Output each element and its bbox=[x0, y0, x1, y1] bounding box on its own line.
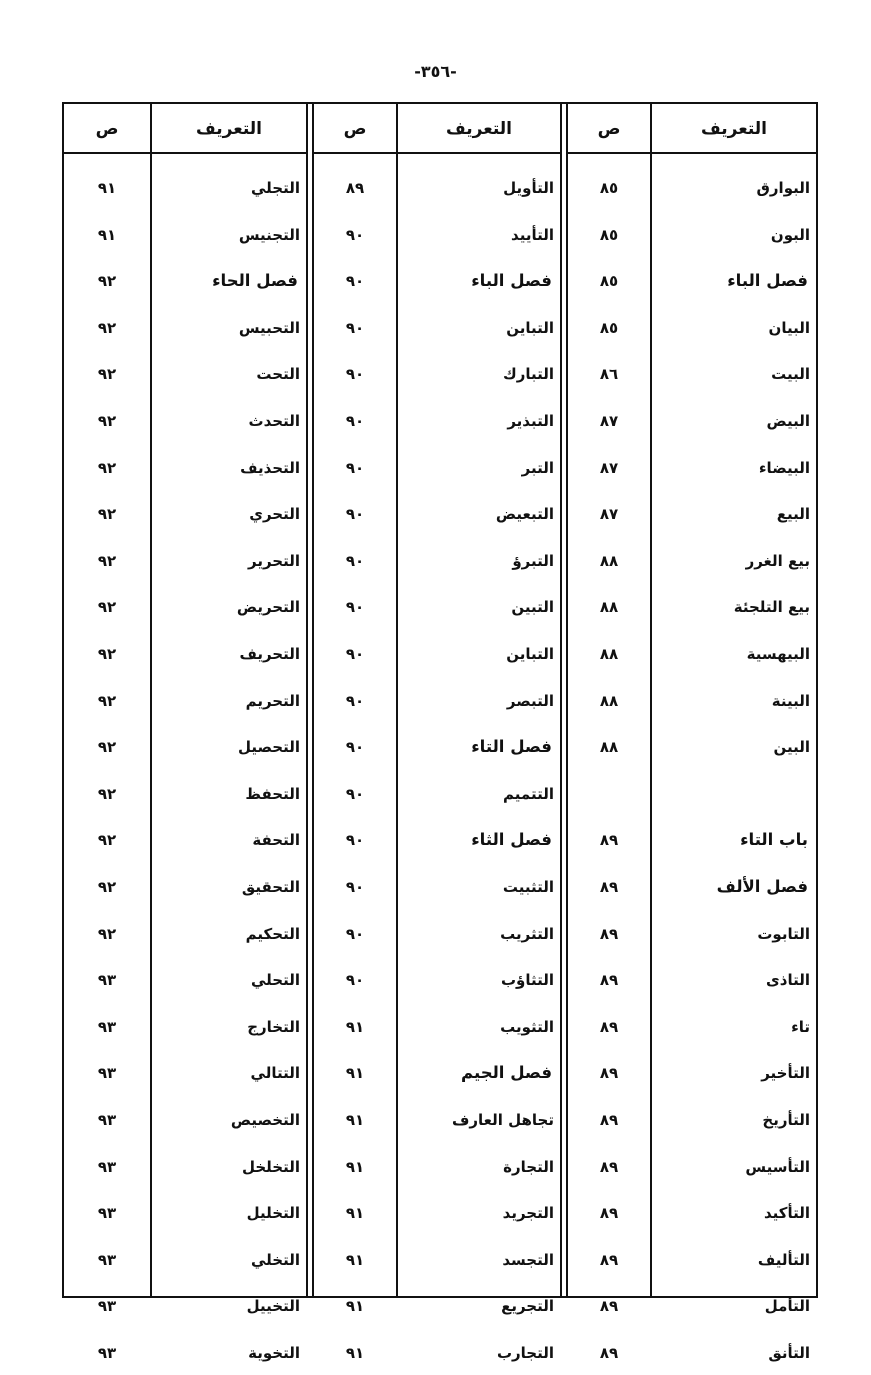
entry-page-number: ٨٩ bbox=[599, 1204, 619, 1223]
entry-page-number: ٩٠ bbox=[345, 365, 365, 384]
table-row bbox=[64, 1005, 306, 1049]
entry-term: التحلي bbox=[250, 971, 300, 990]
entry-page-number: ٨٩ bbox=[599, 878, 619, 896]
table-row bbox=[568, 399, 816, 443]
page-column-header: ص bbox=[95, 119, 119, 139]
entry-page-number: ٩٠ bbox=[345, 878, 365, 896]
table-row bbox=[568, 1098, 816, 1142]
table-row bbox=[314, 865, 560, 909]
entry-page-number: ٩١ bbox=[345, 1064, 365, 1083]
entry-page-number: ٩٢ bbox=[97, 831, 117, 850]
entry-term: التجنيس bbox=[238, 225, 300, 244]
section-heading: فصل التاء bbox=[471, 737, 552, 757]
table-row bbox=[64, 1051, 306, 1095]
entry-page-number: ٩٠ bbox=[345, 225, 365, 244]
table-row bbox=[314, 585, 560, 629]
table-row bbox=[314, 492, 560, 536]
entry-term: التبرؤ bbox=[512, 551, 554, 570]
entry-term: البون bbox=[770, 225, 810, 244]
entry-term: التجارة bbox=[503, 1157, 554, 1176]
entry-term: التأريخ bbox=[762, 1111, 810, 1129]
entry-term: بيع الغرر bbox=[745, 551, 810, 570]
entry-page-number: ٩٢ bbox=[97, 318, 117, 337]
table-row bbox=[314, 1238, 560, 1282]
entry-page-number: ٨٨ bbox=[599, 598, 619, 617]
entry-term: التتميم bbox=[503, 784, 554, 803]
table-row bbox=[568, 958, 816, 1002]
entry-page-number: ٩٣ bbox=[97, 1111, 117, 1129]
table-row bbox=[64, 725, 306, 769]
entry-page-number: ٩٢ bbox=[97, 272, 117, 291]
section-heading: فصل الجيم bbox=[461, 1063, 552, 1083]
table-row bbox=[314, 1098, 560, 1142]
entry-term: التحفظ bbox=[245, 784, 300, 803]
entry-page-number: ٨٥ bbox=[599, 318, 619, 337]
entry-page-number: ٩١ bbox=[345, 1204, 365, 1223]
entry-term: التخوية bbox=[248, 1344, 300, 1362]
entry-page-number: ٩٣ bbox=[97, 1344, 117, 1362]
entry-page-number: ٩١ bbox=[345, 1344, 365, 1362]
table-row bbox=[64, 539, 306, 583]
entry-page-number: ٨٩ bbox=[599, 831, 619, 850]
entry-page-number: ٩٢ bbox=[97, 878, 117, 896]
entry-page-number: ٨٩ bbox=[599, 1297, 619, 1316]
table-row bbox=[314, 166, 560, 210]
table-row bbox=[314, 632, 560, 676]
entry-term: البيع bbox=[776, 505, 810, 524]
entry-term bbox=[658, 772, 810, 816]
term-column-header: التعريف bbox=[701, 119, 767, 139]
entry-term: التبر bbox=[521, 458, 554, 477]
entry-page-number: ٩٠ bbox=[345, 272, 365, 291]
entry-page-number: ٩٠ bbox=[345, 598, 365, 617]
entry-term: التجريد bbox=[502, 1204, 554, 1223]
entry-page-number: ٩٠ bbox=[345, 458, 365, 477]
entry-term: التابوت bbox=[757, 924, 810, 943]
table-row bbox=[568, 1051, 816, 1095]
table-row bbox=[64, 166, 306, 210]
table-row bbox=[314, 679, 560, 723]
entry-term: التبذير bbox=[507, 412, 554, 430]
entry-page-number: ٨٨ bbox=[599, 645, 619, 663]
table-row bbox=[314, 1145, 560, 1189]
entry-term: التبعيض bbox=[495, 505, 554, 524]
entry-term: التحصيل bbox=[238, 738, 300, 757]
entry-page-number: ٨٩ bbox=[599, 1017, 619, 1036]
entry-page-number: ٩٢ bbox=[97, 412, 117, 430]
entry-term: التثويب bbox=[500, 1017, 554, 1036]
table-row bbox=[64, 818, 306, 862]
entry-term: التباين bbox=[506, 645, 554, 663]
table-row bbox=[64, 352, 306, 396]
table-row bbox=[568, 1331, 816, 1375]
entry-term: التثبيت bbox=[502, 878, 554, 896]
entry-page-number: ٨٧ bbox=[599, 412, 619, 430]
entry-term: التحكيم bbox=[245, 924, 300, 943]
entry-page-number: ٨٦ bbox=[599, 365, 619, 384]
entry-page-number: ٩٢ bbox=[97, 691, 117, 710]
table-row bbox=[64, 1238, 306, 1282]
entry-page-number: ٩٣ bbox=[97, 971, 117, 990]
table-row bbox=[64, 306, 306, 350]
entry-term: البين bbox=[773, 738, 810, 757]
entry-term: التحدث bbox=[248, 412, 300, 430]
table-row bbox=[568, 1238, 816, 1282]
entry-term: التأويل bbox=[503, 179, 554, 197]
entry-term: التحقيق bbox=[241, 878, 300, 896]
table-row bbox=[314, 306, 560, 350]
entry-page-number: ٩٣ bbox=[97, 1297, 117, 1316]
table-row bbox=[64, 399, 306, 443]
entry-page-number: ٨٩ bbox=[599, 1064, 619, 1083]
table-row bbox=[568, 725, 816, 769]
section-heading: فصل الباء bbox=[471, 271, 552, 291]
table-row bbox=[314, 818, 560, 862]
entry-page-number: ٨٩ bbox=[599, 971, 619, 990]
entry-term: التأنق bbox=[768, 1344, 810, 1362]
entry-page-number: ٩١ bbox=[345, 1111, 365, 1129]
column-divider bbox=[560, 104, 568, 1296]
entry-page-number: ٩١ bbox=[345, 1250, 365, 1269]
entry-page-number: ٩٠ bbox=[345, 412, 365, 430]
index-table bbox=[62, 102, 818, 1362]
entry-page-number: ٨٩ bbox=[345, 179, 365, 197]
entry-page-number: ٩٠ bbox=[345, 738, 365, 757]
table-row bbox=[568, 539, 816, 583]
entry-page-number: ٩٢ bbox=[97, 598, 117, 617]
column-header-row bbox=[568, 104, 816, 154]
table-row bbox=[64, 865, 306, 909]
entry-term: التحريض bbox=[236, 598, 300, 617]
table-row bbox=[568, 912, 816, 956]
column-header-row bbox=[64, 104, 306, 154]
table-row bbox=[568, 352, 816, 396]
entry-term: التأكيد bbox=[763, 1204, 810, 1223]
entry-page-number bbox=[568, 772, 650, 816]
table-row bbox=[314, 912, 560, 956]
entry-term: التأليف bbox=[757, 1250, 810, 1269]
entry-page-number: ٩٠ bbox=[345, 924, 365, 943]
page-number: -٣٥٦- bbox=[414, 62, 457, 81]
table-row bbox=[568, 1005, 816, 1049]
entry-term: التأسيس bbox=[745, 1157, 810, 1176]
entry-term: التحبيس bbox=[238, 318, 300, 337]
entry-page-number: ٩٣ bbox=[97, 1204, 117, 1223]
table-row bbox=[568, 166, 816, 210]
entry-page-number: ٩٣ bbox=[97, 1250, 117, 1269]
table-row bbox=[64, 958, 306, 1002]
index-column-right bbox=[568, 104, 816, 1362]
entry-term: التخليل bbox=[246, 1204, 300, 1223]
entry-term: التثاؤب bbox=[500, 971, 554, 990]
entry-term: البيضاء bbox=[758, 458, 810, 477]
entry-term: التحفة bbox=[252, 831, 300, 850]
table-row bbox=[568, 306, 816, 350]
entry-page-number: ٨٧ bbox=[599, 505, 619, 524]
table-row bbox=[64, 213, 306, 257]
table-row bbox=[568, 679, 816, 723]
section-heading: فصل الألف bbox=[716, 877, 808, 896]
entry-term: التحذيف bbox=[240, 458, 300, 477]
section-heading: فصل الثاء bbox=[471, 830, 552, 850]
entry-page-number: ٨٨ bbox=[599, 738, 619, 757]
entry-term: البيض bbox=[766, 412, 810, 430]
entry-page-number: ٩٠ bbox=[345, 505, 365, 524]
entry-page-number: ٩٠ bbox=[345, 971, 365, 990]
table-row bbox=[568, 772, 816, 816]
table-row bbox=[568, 865, 816, 909]
entry-term: التحرير bbox=[247, 551, 300, 570]
table-row bbox=[568, 492, 816, 536]
entry-term: التتالي bbox=[250, 1064, 300, 1083]
entry-term: البوارق bbox=[756, 179, 810, 197]
entry-page-number: ٨٨ bbox=[599, 691, 619, 710]
table-row bbox=[314, 1331, 560, 1375]
page-column-header: ص bbox=[597, 119, 621, 139]
entry-page-number: ٨٩ bbox=[599, 1157, 619, 1176]
table-row bbox=[568, 1145, 816, 1189]
table-row bbox=[64, 679, 306, 723]
entry-page-number: ٨٩ bbox=[599, 924, 619, 943]
entry-page-number: ٩٢ bbox=[97, 505, 117, 524]
table-row bbox=[568, 585, 816, 629]
entry-page-number: ٩٠ bbox=[345, 691, 365, 710]
entry-page-number: ٩٠ bbox=[345, 645, 365, 663]
entry-term: التخلي bbox=[250, 1250, 300, 1269]
entry-page-number: ٩٠ bbox=[345, 831, 365, 850]
table-row bbox=[568, 446, 816, 490]
entry-term: البيان bbox=[768, 318, 810, 337]
entry-term: التجسد bbox=[502, 1250, 554, 1269]
entry-page-number: ٩٢ bbox=[97, 365, 117, 384]
table-row bbox=[314, 539, 560, 583]
term-column-header: التعريف bbox=[446, 119, 512, 139]
entry-page-number: ٩٣ bbox=[97, 1017, 117, 1036]
table-row bbox=[314, 399, 560, 443]
entry-term: التحريم bbox=[245, 691, 300, 710]
entry-term: البيهسية bbox=[746, 645, 810, 663]
entry-term: التخارج bbox=[247, 1017, 300, 1036]
section-heading: فصل الباء bbox=[727, 271, 808, 291]
entry-page-number: ٩١ bbox=[97, 179, 117, 197]
table-row bbox=[64, 1098, 306, 1142]
entry-page-number: ٨٨ bbox=[599, 551, 619, 570]
entry-page-number: ٩١ bbox=[97, 225, 117, 244]
entry-term: التأخير bbox=[761, 1064, 810, 1083]
table-row bbox=[314, 772, 560, 816]
entry-page-number: ٨٩ bbox=[599, 1344, 619, 1362]
term-column-header: التعريف bbox=[196, 119, 262, 139]
entry-page-number: ٩٢ bbox=[97, 738, 117, 757]
table-row bbox=[64, 1191, 306, 1235]
entry-term: التأييد bbox=[511, 225, 554, 244]
table-row bbox=[314, 1284, 560, 1328]
entry-term: التبصر bbox=[506, 691, 554, 710]
table-row bbox=[64, 446, 306, 490]
entry-page-number: ٩٣ bbox=[97, 1157, 117, 1176]
entry-term: التباين bbox=[506, 318, 554, 337]
entry-term: التخييل bbox=[246, 1297, 300, 1316]
column-divider bbox=[306, 104, 314, 1296]
table-row bbox=[568, 1191, 816, 1235]
table-row bbox=[314, 352, 560, 396]
table-row bbox=[568, 259, 816, 303]
entry-page-number: ٨٩ bbox=[599, 1111, 619, 1129]
table-row bbox=[64, 912, 306, 956]
entry-page-number: ٨٥ bbox=[599, 225, 619, 244]
entry-page-number: ٩٢ bbox=[97, 458, 117, 477]
entry-term: تجاهل العارف bbox=[451, 1111, 554, 1129]
table-row bbox=[64, 1145, 306, 1189]
table-row bbox=[64, 1331, 306, 1375]
entry-page-number: ٩٢ bbox=[97, 645, 117, 663]
entry-term: التخلخل bbox=[241, 1157, 300, 1176]
table-row bbox=[64, 1284, 306, 1328]
entry-page-number: ٩٢ bbox=[97, 551, 117, 570]
table-row bbox=[568, 818, 816, 862]
table-row bbox=[64, 772, 306, 816]
entry-page-number: ٩٣ bbox=[97, 1064, 117, 1083]
page-column-header: ص bbox=[343, 119, 367, 139]
entry-term: التجارب bbox=[496, 1344, 554, 1362]
entry-term: التبارك bbox=[502, 365, 554, 384]
entry-term: التحريف bbox=[239, 645, 300, 663]
section-heading: باب التاء bbox=[740, 830, 808, 850]
entry-page-number: ٨٧ bbox=[599, 458, 619, 477]
entry-term: التثريب bbox=[500, 924, 554, 943]
table-row bbox=[314, 725, 560, 769]
table-row bbox=[314, 958, 560, 1002]
table-row bbox=[314, 1005, 560, 1049]
entry-term: التجريع bbox=[501, 1297, 554, 1316]
entry-page-number: ٩١ bbox=[345, 1157, 365, 1176]
entry-page-number: ٨٥ bbox=[599, 272, 619, 291]
section-heading: فصل الحاء bbox=[212, 271, 298, 291]
index-column-left bbox=[64, 104, 306, 1362]
entry-page-number: ٩٠ bbox=[345, 318, 365, 337]
entry-page-number: ٩١ bbox=[345, 1017, 365, 1036]
table-row bbox=[568, 1284, 816, 1328]
entry-page-number: ٩٠ bbox=[345, 784, 365, 803]
entry-term: البينة bbox=[771, 691, 810, 710]
entry-term: تاء bbox=[791, 1017, 810, 1036]
entry-term: التجلي bbox=[250, 179, 300, 197]
table-row bbox=[314, 1191, 560, 1235]
entry-page-number: ٨٩ bbox=[599, 1250, 619, 1269]
table-row bbox=[314, 1051, 560, 1095]
table-row bbox=[314, 213, 560, 257]
table-row bbox=[64, 492, 306, 536]
entry-page-number: ٩٠ bbox=[345, 551, 365, 570]
entry-term: التأمل bbox=[764, 1297, 810, 1316]
entry-term: بيع التلجئة bbox=[733, 598, 810, 617]
table-row bbox=[64, 632, 306, 676]
table-row bbox=[314, 446, 560, 490]
table-row bbox=[568, 213, 816, 257]
entry-page-number: ٩١ bbox=[345, 1297, 365, 1316]
entry-term: التحت bbox=[256, 365, 300, 384]
table-row bbox=[314, 259, 560, 303]
table-row bbox=[568, 632, 816, 676]
entry-term: البيت bbox=[771, 365, 810, 384]
entry-term: التحري bbox=[249, 505, 300, 524]
entry-term: التخصيص bbox=[230, 1111, 300, 1129]
entry-page-number: ٩٢ bbox=[97, 784, 117, 803]
column-header-row bbox=[314, 104, 560, 154]
entry-term: التاذى bbox=[766, 971, 810, 990]
entry-page-number: ٩٢ bbox=[97, 924, 117, 943]
table-row bbox=[64, 259, 306, 303]
entry-term: التبين bbox=[511, 598, 554, 617]
index-column-middle bbox=[314, 104, 560, 1362]
table-row bbox=[64, 585, 306, 629]
entry-page-number: ٨٥ bbox=[599, 179, 619, 197]
